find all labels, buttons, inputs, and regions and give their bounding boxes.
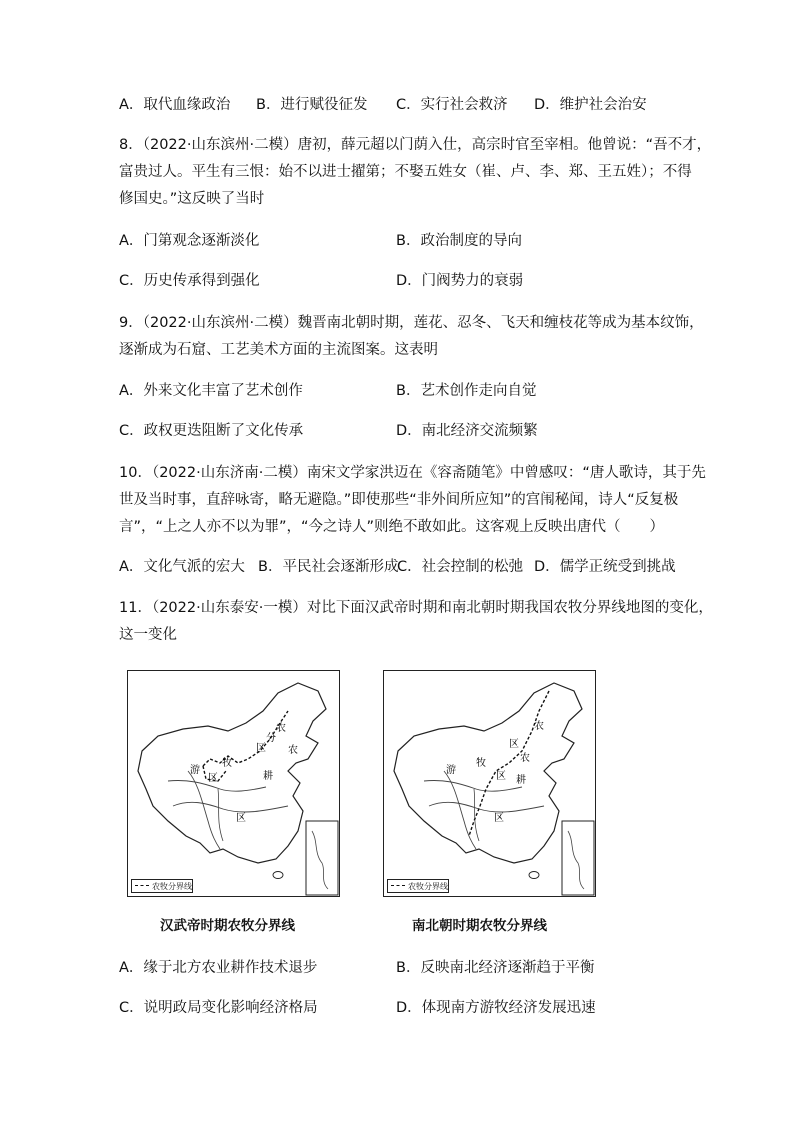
q11-option-a: A．缘于北方农业耕作技术退步 xyxy=(119,960,318,976)
map-left-label-fen: 分 xyxy=(266,733,276,744)
q7-option-b: B．进行赋役征发 xyxy=(256,97,368,113)
q7-option-d: D．维护社会治安 xyxy=(534,97,647,113)
q8-text-line-1: 8．（2022·山东滨州·二模）唐初，薛元超以门荫入仕，高宗时官至宰相。他曾说：“吾不才， xyxy=(119,137,712,153)
map-right-caption: 南北朝时期农牧分界线 xyxy=(412,918,547,934)
map-right-label-you: 游 xyxy=(446,765,456,776)
map-left-label-you: 游 xyxy=(190,765,200,776)
map-left-label-qu1: 区 xyxy=(208,773,218,784)
q10-option-a: A．文化气派的宏大 xyxy=(119,559,245,575)
map-left-legend-text: 农牧分界线 xyxy=(152,882,192,891)
legend-dash-icon xyxy=(391,885,405,886)
map-right-label-geng: 耕 xyxy=(516,775,526,786)
map-left-label-nong2: 农 xyxy=(288,745,298,756)
q10-text-line-2: 世及当时事，直辞咏寄，略无避隐。”即使那些“非外间所应知”的宫闱秘闻，诗人“反复极 xyxy=(119,492,679,508)
map-left-label-qu3: 区 xyxy=(256,743,266,754)
q8-text-line-2: 富贵过人。平生有三恨：始不以进士擢第；不娶五姓女（崔、卢、李、郑、王五姓）；不得 xyxy=(119,164,692,180)
q10-text-line-3: 言”，“上之人亦不以为罪”，“今之诗人”则绝不敢如此。这客观上反映出唐代（ ） xyxy=(119,519,665,535)
q9-text-line-1: 9．（2022·山东滨州·二模）魏晋南北朝时期，莲花、忍冬、飞天和缠枝花等成为基本纹饰， xyxy=(119,315,704,331)
q8-option-b: B．政治制度的导向 xyxy=(396,233,522,249)
map-left-label-geng: 耕 xyxy=(263,771,273,782)
q8-option-a: A．门第观念逐渐淡化 xyxy=(119,233,260,249)
map-left-label-nong1: 农 xyxy=(276,723,286,734)
q7-option-c: C．实行社会救济 xyxy=(396,97,508,113)
q9-option-b: B．艺术创作走向自觉 xyxy=(396,383,537,399)
map-left-label-mu: 牧 xyxy=(222,758,232,769)
q11-text-line-2: 这一变化 xyxy=(119,627,177,643)
map-right-label-nong2: 农 xyxy=(534,721,544,732)
map-right-label-qu1: 区 xyxy=(496,771,506,782)
map-right-label-nong: 农 xyxy=(520,753,530,764)
q11-text-line-1: 11．（2022·山东泰安·一模）对比下面汉武帝时期和南北朝时期我国农牧分界线地图的变化， xyxy=(119,600,713,616)
map-left-label-qu2: 区 xyxy=(236,813,246,824)
map-right-label-qu3: 区 xyxy=(509,739,519,750)
q9-option-c: C．政权更迭阻断了文化传承 xyxy=(119,423,304,439)
q11-option-b: B．反映南北经济逐渐趋于平衡 xyxy=(396,960,595,976)
q10-option-d: D．儒学正统受到挑战 xyxy=(534,559,676,575)
q10-option-c: C．社会控制的松弛 xyxy=(397,559,524,575)
map-left-legend-box xyxy=(131,879,193,893)
q8-text-line-3: 修国史。”这反映了当时 xyxy=(119,191,265,207)
q9-text-line-2: 逐渐成为石窟、工艺美术方面的主流图案。这表明 xyxy=(119,342,438,358)
q9-option-a: A．外来文化丰富了艺术创作 xyxy=(119,383,303,399)
china-outline-map-right xyxy=(384,671,595,896)
q11-option-d: D．体现南方游牧经济发展迅速 xyxy=(396,1000,596,1016)
map-right-legend-box xyxy=(387,879,449,893)
nanbeichao-map xyxy=(383,670,596,897)
q8-option-c: C．历史传承得到强化 xyxy=(119,273,260,289)
map-left-caption: 汉武帝时期农牧分界线 xyxy=(160,918,295,934)
q11-option-c: C．说明政局变化影响经济格局 xyxy=(119,1000,318,1016)
q7-option-a: A．取代血缘政治 xyxy=(119,97,231,113)
map-right-legend-text: 农牧分界线 xyxy=(408,882,448,891)
q10-option-b: B．平民社会逐渐形成 xyxy=(258,559,399,575)
q8-option-d: D．门阀势力的衰弱 xyxy=(396,273,524,289)
map-right-label-qu2: 区 xyxy=(494,813,504,824)
q9-option-d: D．南北经济交流频繁 xyxy=(396,423,538,439)
china-outline-map-left xyxy=(128,671,339,896)
q10-text-line-1: 10．（2022·山东济南·二模）南宋文学家洪迈在《容斋随笔》中曾感叹：“唐人歌诗，其于先 xyxy=(119,465,706,481)
legend-dash-icon xyxy=(135,885,149,886)
map-right-label-mu: 牧 xyxy=(476,758,486,769)
han-wudi-map xyxy=(127,670,340,897)
